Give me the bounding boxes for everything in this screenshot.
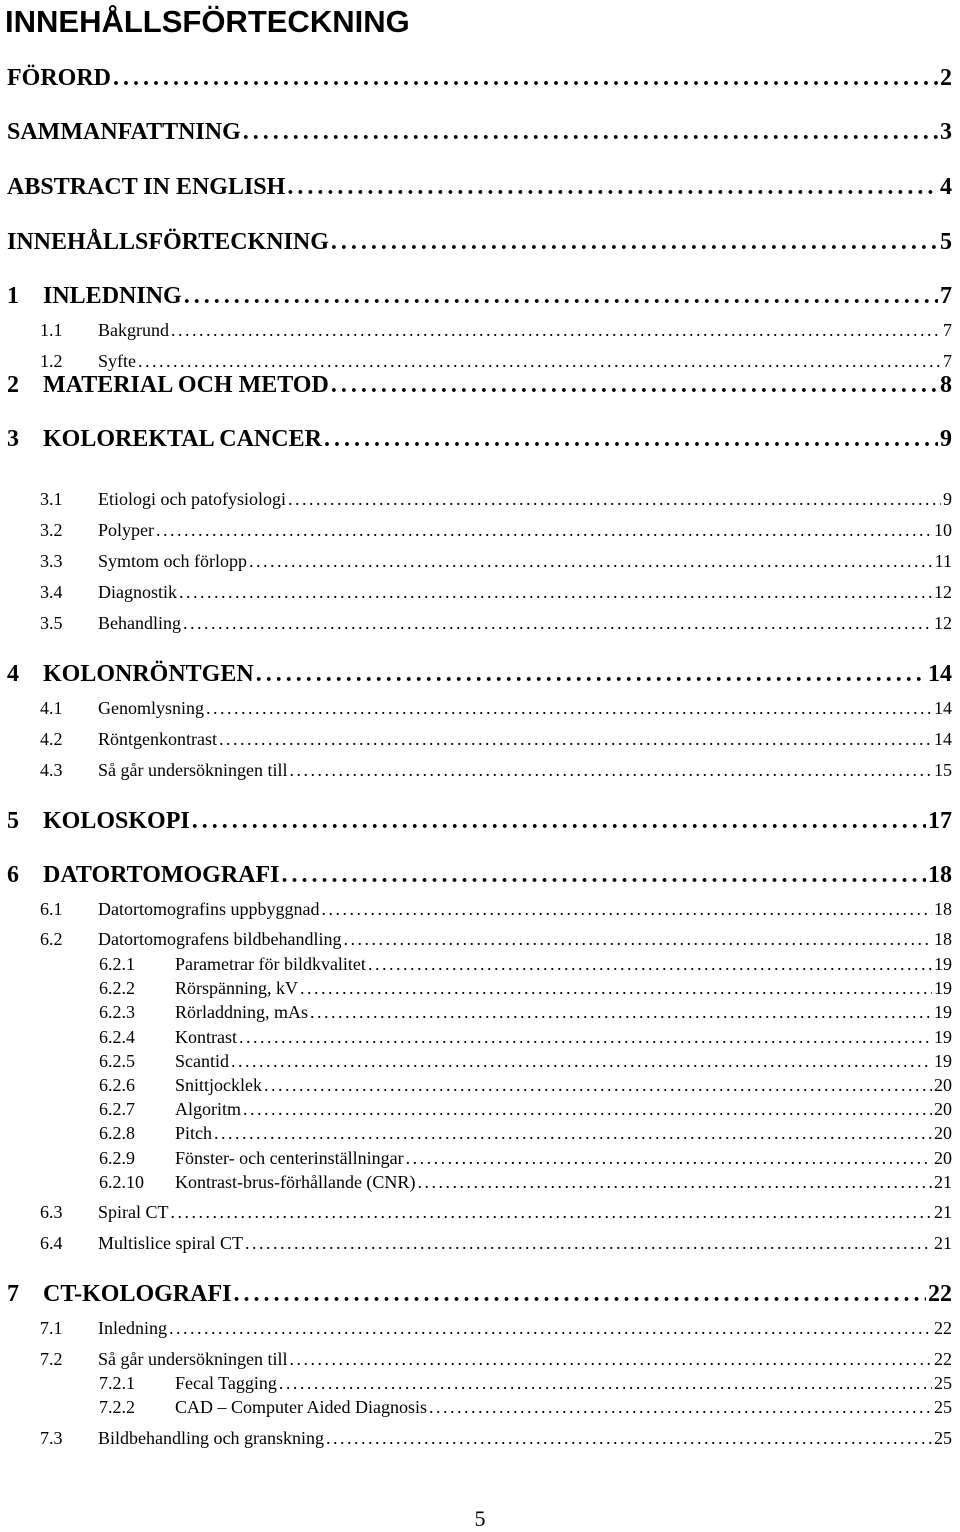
dot-leader [264, 1075, 932, 1096]
toc-entry-label: Diagnostik [98, 582, 177, 602]
toc-entry-number: 6.2.5 [99, 1051, 135, 1071]
toc-entry-3-2[interactable] [40, 520, 952, 544]
toc-entry-2[interactable] [7, 372, 952, 404]
toc-entry-label: Röntgenkontrast [98, 729, 217, 749]
dot-leader [184, 283, 938, 310]
toc-entry-page: 25 [934, 1428, 952, 1448]
dot-leader [300, 978, 932, 999]
toc-entry-number: 6.2.1 [99, 954, 135, 974]
toc-entry-label: Inledning [98, 1318, 167, 1338]
toc-entry-label: Datortomografins uppbyggnad [98, 899, 320, 919]
dot-leader [326, 1428, 932, 1449]
toc-entry-6-1[interactable] [40, 899, 952, 923]
toc-entry-number: 7.3 [40, 1428, 63, 1448]
toc-entry-page: 8 [940, 372, 952, 398]
toc-entry-page: 5 [940, 229, 952, 255]
toc-entry-abstract[interactable] [7, 174, 952, 206]
toc-entry-label: Snittjocklek [175, 1075, 262, 1095]
dot-leader [171, 320, 941, 341]
toc-entry-page: 25 [934, 1373, 952, 1393]
toc-entry-page: 14 [934, 698, 952, 718]
toc-entry-page: 4 [940, 174, 952, 200]
dot-leader [406, 1148, 932, 1169]
toc-entry-label: INNEHÅLLSFÖRTECKNING [7, 229, 329, 255]
toc-entry-number: 6.2.10 [99, 1172, 144, 1192]
toc-entry-7-3[interactable] [40, 1428, 952, 1452]
dot-leader [287, 174, 938, 201]
toc-entry-7-2-1[interactable] [99, 1373, 952, 1397]
toc-entry-7-2-2[interactable] [99, 1397, 952, 1421]
toc-entry-page: 10 [934, 520, 952, 540]
dot-leader [324, 426, 938, 453]
toc-entry-label: DATORTOMOGRAFI [43, 862, 280, 888]
toc-entry-number: 6.2 [40, 929, 63, 949]
toc-entry-6[interactable] [7, 862, 952, 894]
toc-entry-label: CAD – Computer Aided Diagnosis [175, 1397, 427, 1417]
toc-entry-page: 22 [934, 1318, 952, 1338]
toc-entry-page: 18 [934, 929, 952, 949]
toc-entry-page: 15 [934, 760, 952, 780]
toc-entry-label: KOLOREKTAL CANCER [43, 426, 322, 452]
toc-entry-label: Polyper [98, 520, 154, 540]
toc-entry-page: 14 [928, 661, 952, 687]
toc-entry-label: Så går undersökningen till [98, 1349, 288, 1369]
toc-entry-page: 17 [928, 808, 952, 834]
toc-entry-number: 7.1 [40, 1318, 63, 1338]
toc-entry-6-2-9[interactable] [99, 1148, 952, 1172]
dot-leader [169, 1318, 932, 1339]
toc-entry-label: Fönster- och centerinställningar [175, 1148, 404, 1168]
page-number: 5 [474, 1506, 486, 1531]
toc-entry-page: 14 [934, 729, 952, 749]
toc-entry-3-3[interactable] [40, 551, 952, 575]
toc-entry-page: 22 [928, 1281, 952, 1307]
toc-entry-label: Fecal Tagging [175, 1373, 277, 1393]
toc-entry-number: 6.2.9 [99, 1148, 135, 1168]
toc-entry-6-4[interactable] [40, 1233, 952, 1257]
toc-entry-number: 7.2.2 [99, 1397, 135, 1417]
toc-entry-4-2[interactable] [40, 729, 952, 753]
toc-entry-number: 6.2.8 [99, 1123, 135, 1143]
toc-entry-4-1[interactable] [40, 698, 952, 722]
toc-entry-number: 6 [7, 862, 19, 888]
toc-entry-4-3[interactable] [40, 760, 952, 784]
dot-leader [138, 351, 941, 372]
toc-entry-5[interactable] [7, 808, 952, 840]
toc-entry-page: 21 [934, 1172, 952, 1192]
toc-entry-page: 11 [934, 551, 952, 571]
toc-entry-label: FÖRORD [7, 65, 111, 91]
dot-leader [289, 760, 932, 781]
toc-entry-innehallsforteckning[interactable] [7, 229, 952, 261]
toc-entry-label: Multislice spiral CT [98, 1233, 243, 1253]
dot-leader [343, 929, 932, 950]
toc-entry-page: 9 [943, 489, 952, 509]
toc-entry-page: 25 [934, 1397, 952, 1417]
toc-entry-label: CT-KOLOGRAFI [43, 1281, 232, 1307]
toc-entry-page: 20 [934, 1075, 952, 1095]
toc-entry-7[interactable] [7, 1281, 952, 1313]
toc-entry-7-1[interactable] [40, 1318, 952, 1342]
toc-entry-page: 18 [934, 899, 952, 919]
toc-entry-label: Etiologi och patofysiologi [98, 489, 286, 509]
toc-entry-page: 7 [943, 320, 952, 340]
dot-leader [288, 489, 941, 510]
toc-entry-page: 21 [934, 1202, 952, 1222]
toc-entry-page: 20 [934, 1148, 952, 1168]
toc-entry-page: 19 [934, 1002, 952, 1022]
toc-entry-label: Rörspänning, kV [175, 978, 298, 998]
toc-entry-number: 6.1 [40, 899, 63, 919]
toc-entry-6-2-4[interactable] [99, 1027, 952, 1051]
toc-entry-4[interactable] [7, 661, 952, 693]
dot-leader [219, 729, 932, 750]
toc-entry-label: Algoritm [175, 1099, 241, 1119]
dot-leader [243, 119, 938, 146]
toc-entry-number: 4.1 [40, 698, 63, 718]
toc-entry-label: Kontrast-brus-förhållande (CNR) [175, 1172, 416, 1192]
toc-entry-6-2-2[interactable] [99, 978, 952, 1002]
dot-leader [171, 1202, 933, 1223]
dot-leader [233, 1281, 926, 1308]
toc-entry-6-2-10[interactable] [99, 1172, 952, 1196]
toc-entry-page: 19 [934, 1051, 952, 1071]
toc-entry-number: 6.2.7 [99, 1099, 135, 1119]
dot-leader [156, 520, 932, 541]
toc-entry-number: 3.3 [40, 551, 63, 571]
toc-entry-label: MATERIAL OCH METOD [43, 372, 329, 398]
toc-entry-label: Rörladdning, mAs [175, 1002, 308, 1022]
toc-entry-1-1[interactable] [40, 320, 952, 344]
toc-entry-label: Datortomografens bildbehandling [98, 929, 342, 949]
toc-entry-number: 3.5 [40, 613, 63, 633]
toc-entry-6-2-5[interactable] [99, 1051, 952, 1075]
toc-entry-number: 2 [7, 372, 19, 398]
toc-entry-3[interactable] [7, 426, 952, 458]
dot-leader [282, 862, 926, 889]
toc-entry-number: 6.2.4 [99, 1027, 135, 1047]
toc-entry-6-2-1[interactable] [99, 954, 952, 978]
toc-entry-number: 4.3 [40, 760, 63, 780]
page-title: INNEHÅLLSFÖRTECKNING [5, 4, 410, 39]
dot-leader [206, 698, 932, 719]
toc-entry-number: 1 [7, 283, 19, 309]
toc-entry-1[interactable] [7, 283, 952, 315]
toc-entry-page: 9 [940, 426, 952, 452]
dot-leader [256, 661, 926, 688]
toc-entry-label: Parametrar för bildkvalitet [175, 954, 366, 974]
toc-entry-page: 21 [934, 1233, 952, 1253]
dot-leader [214, 1123, 932, 1144]
toc-entry-label: Symtom och förlopp [98, 551, 247, 571]
toc-entry-label: KOLOSKOPI [43, 808, 190, 834]
toc-entry-3-4[interactable] [40, 582, 952, 606]
toc-entry-number: 1.1 [40, 320, 63, 340]
toc-entry-page: 20 [934, 1099, 952, 1119]
dot-leader [179, 582, 932, 603]
toc-entry-fororord[interactable] [7, 65, 952, 97]
dot-leader [245, 1233, 932, 1254]
toc-entry-label: Syfte [98, 351, 136, 371]
toc-entry-label: Bildbehandling och granskning [98, 1428, 324, 1448]
dot-leader [113, 65, 938, 92]
toc-entry-number: 3.2 [40, 520, 63, 540]
dot-leader [289, 1349, 932, 1370]
toc-entry-page: 19 [934, 978, 952, 998]
toc-entry-label: Scantid [175, 1051, 229, 1071]
toc-entry-number: 7.2 [40, 1349, 63, 1369]
toc-entry-3-1[interactable] [40, 489, 952, 513]
toc-entry-number: 5 [7, 808, 19, 834]
toc-entry-number: 4 [7, 661, 19, 687]
toc-entry-number: 3.4 [40, 582, 63, 602]
dot-leader [183, 613, 932, 634]
toc-entry-page: 19 [934, 1027, 952, 1047]
toc-entry-page: 20 [934, 1123, 952, 1143]
dot-leader [249, 551, 933, 572]
toc-entry-page: 2 [940, 65, 952, 91]
toc-entry-label: ABSTRACT IN ENGLISH [7, 174, 286, 200]
dot-leader [243, 1099, 932, 1120]
toc-entry-6-2-6[interactable] [99, 1075, 952, 1099]
dot-leader [279, 1373, 932, 1394]
toc-entry-label: Behandling [98, 613, 181, 633]
toc-entry-number: 6.3 [40, 1202, 63, 1222]
toc-entry-page: 22 [934, 1349, 952, 1369]
toc-entry-number: 6.2.6 [99, 1075, 135, 1095]
toc-entry-page: 3 [940, 119, 952, 145]
toc-entry-page: 7 [940, 283, 952, 309]
dot-leader [331, 229, 938, 256]
dot-leader [331, 372, 938, 399]
toc-entry-6-2-3[interactable] [99, 1002, 952, 1026]
toc-entry-label: Bakgrund [98, 320, 169, 340]
dot-leader [429, 1397, 932, 1418]
toc-entry-number: 6.2.2 [99, 978, 135, 998]
toc-entry-label: INLEDNING [43, 283, 182, 309]
toc-entry-number: 7.2.1 [99, 1373, 135, 1393]
dot-leader [231, 1051, 932, 1072]
toc-entry-6-2[interactable] [40, 929, 952, 953]
toc-entry-page: 7 [943, 351, 952, 371]
dot-leader [321, 899, 932, 920]
toc-entry-6-2-8[interactable] [99, 1123, 952, 1147]
toc-entry-label: Pitch [175, 1123, 213, 1143]
toc-entry-number: 7 [7, 1281, 19, 1307]
toc-entry-label: Kontrast [175, 1027, 237, 1047]
toc-entry-sammanfattning[interactable] [7, 119, 952, 151]
toc-entry-7-2[interactable] [40, 1349, 952, 1373]
dot-leader [417, 1172, 932, 1193]
toc-entry-number: 6.2.3 [99, 1002, 135, 1022]
toc-entry-label: SAMMANFATTNING [7, 119, 241, 145]
dot-leader [192, 808, 926, 835]
toc-entry-label: Genomlysning [98, 698, 204, 718]
toc-entry-number: 3 [7, 426, 19, 452]
dot-leader [310, 1002, 932, 1023]
toc-entry-label: Så går undersökningen till [98, 760, 288, 780]
dot-leader [239, 1027, 932, 1048]
toc-entry-page: 12 [934, 613, 952, 633]
toc-entry-label: Spiral CT [98, 1202, 169, 1222]
toc-entry-label: KOLONRÖNTGEN [43, 661, 254, 687]
toc-entry-number: 1.2 [40, 351, 63, 371]
toc-entry-6-2-7[interactable] [99, 1099, 952, 1123]
dot-leader [368, 954, 932, 975]
toc-entry-number: 6.4 [40, 1233, 63, 1253]
toc-entry-6-3[interactable] [40, 1202, 952, 1226]
toc-entry-page: 18 [928, 862, 952, 888]
toc-entry-number: 3.1 [40, 489, 63, 509]
toc-entry-page: 12 [934, 582, 952, 602]
toc-entry-number: 4.2 [40, 729, 63, 749]
toc-entry-page: 19 [934, 954, 952, 974]
toc-entry-3-5[interactable] [40, 613, 952, 637]
